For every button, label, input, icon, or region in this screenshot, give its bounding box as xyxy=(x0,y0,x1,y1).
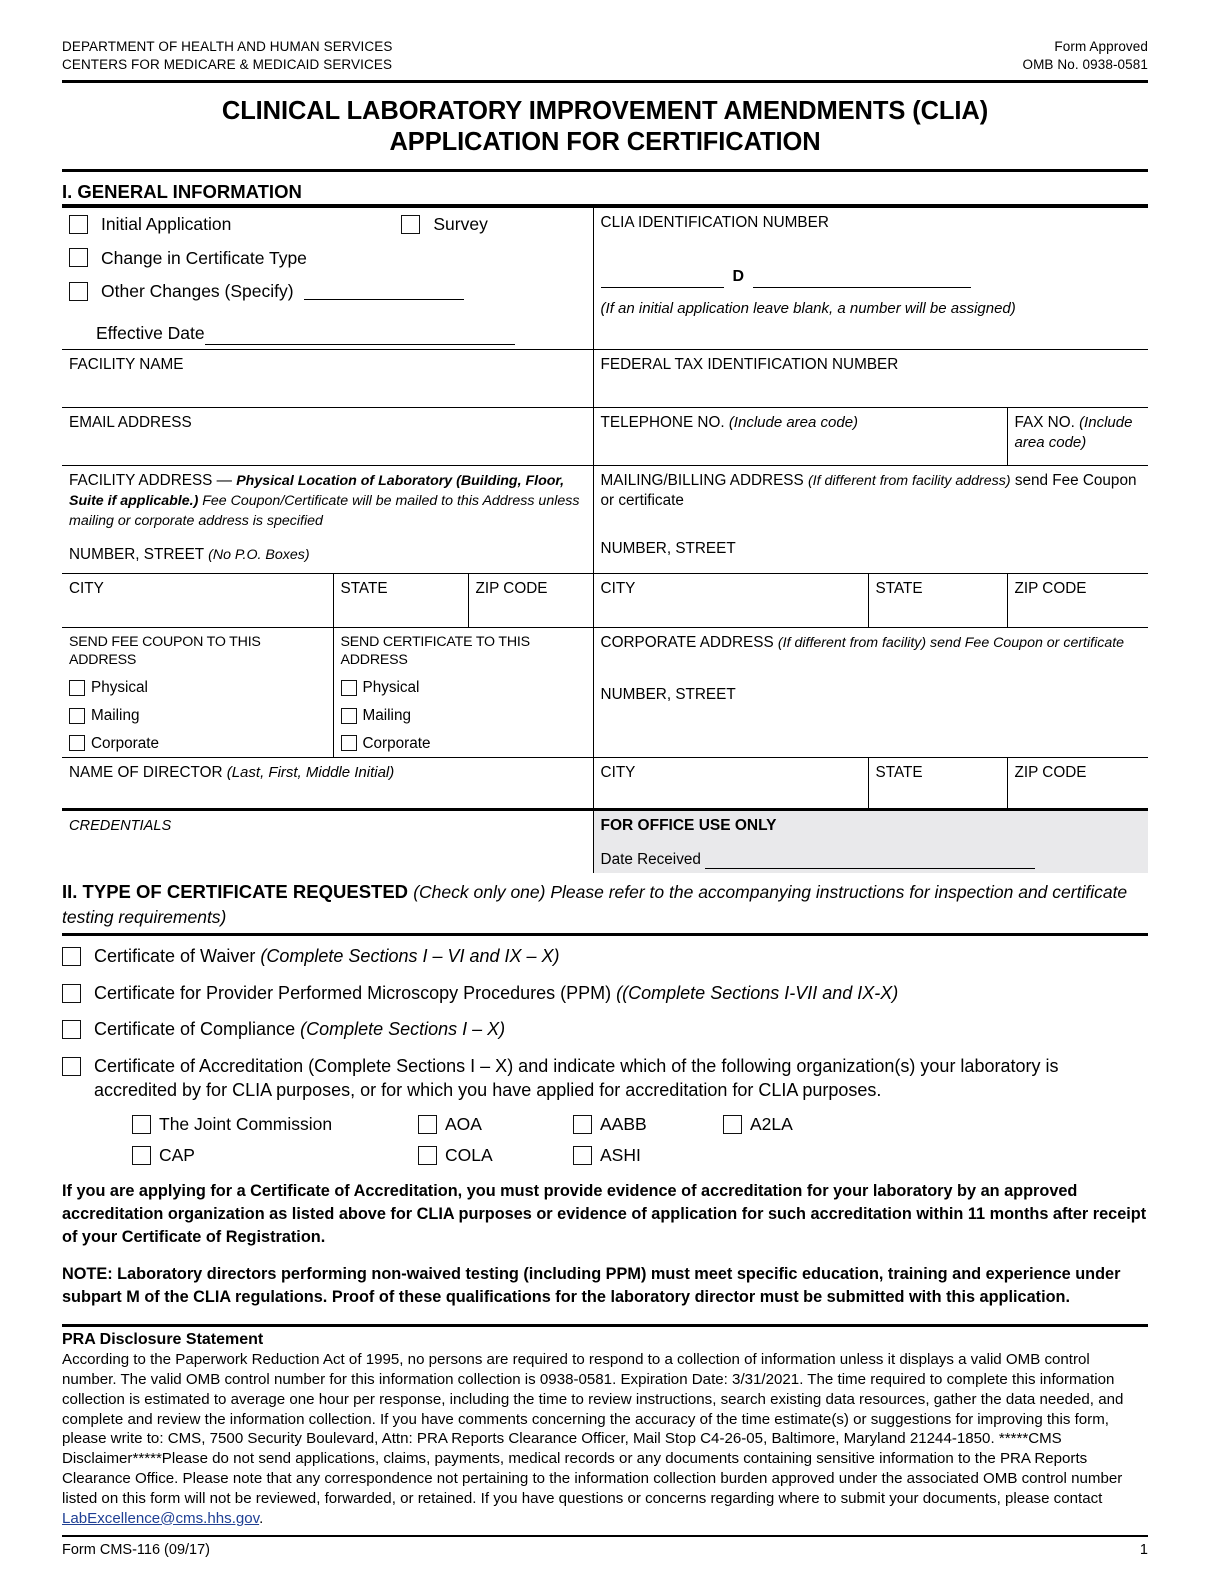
mailing-city-label: CITY xyxy=(600,579,636,597)
send-fee-coupon-corporate-row[interactable] xyxy=(69,734,331,754)
org-cap-checkbox[interactable] xyxy=(132,1146,151,1165)
form-id-label: Form CMS-116 (09/17) xyxy=(62,1542,210,1559)
facility-address-cell[interactable] xyxy=(62,465,593,573)
certificate-waiver-row[interactable] xyxy=(62,945,1148,969)
fax-note: (Include area code) xyxy=(1014,413,1133,451)
facility-address-description xyxy=(69,471,587,531)
header-divider xyxy=(62,80,1148,83)
send-fee-coupon-physical-label: Physical xyxy=(91,678,148,696)
title-divider xyxy=(62,169,1148,172)
clia-number-cell xyxy=(593,207,1148,349)
date-received-label: Date Received xyxy=(600,850,701,868)
title-line-2: APPLICATION FOR CERTIFICATION xyxy=(389,127,821,156)
application-type-row-1 xyxy=(69,213,587,236)
send-certificate-corporate-row[interactable] xyxy=(341,734,591,754)
form-approved-label: Form Approved xyxy=(1054,39,1148,54)
accreditation-organizations-row-1 xyxy=(132,1114,1148,1135)
fax-cell[interactable] xyxy=(1007,407,1148,465)
certificate-accreditation-label: Certificate of Accreditation (Complete Sections I – X) and indicate which of the following organization(s) your laboratory is accredited by for CLIA purposes, or for which you have applied for accreditation for CLIA purposes. xyxy=(94,1056,1059,1100)
table-row xyxy=(62,465,1148,573)
mailing-address-description xyxy=(601,471,1143,511)
date-received-group xyxy=(601,850,1143,870)
facility-number-street-group xyxy=(69,545,587,565)
date-received-input[interactable] xyxy=(705,854,1035,869)
section-two-heading-italic: (Check only one) Please refer to the accompanying instructions for inspection and certificate testing requirements) xyxy=(62,882,1128,928)
federal-tax-id-cell[interactable] xyxy=(593,349,1148,407)
section-two-heading xyxy=(62,880,1148,936)
pra-body xyxy=(62,1350,1148,1528)
table-row xyxy=(62,407,1148,465)
org-cap-label: CAP xyxy=(159,1144,195,1165)
org-aoa-checkbox[interactable] xyxy=(418,1115,437,1134)
note-text: Laboratory directors performing non-waived testing (including PPM) must meet specific education, training and experience under subpart M of the CLIA regulations. Proof of these qualifications for the laboratory director must be submitted with this application. xyxy=(62,1265,1121,1307)
mailing-city-cell[interactable] xyxy=(593,573,868,627)
corporate-city-label: CITY xyxy=(600,764,636,782)
send-fee-coupon-mailing-checkbox[interactable] xyxy=(69,708,85,724)
effective-date-label: Effective Date xyxy=(96,323,205,344)
agency-line-2: CENTERS FOR MEDICARE & MEDICAID SERVICES xyxy=(62,56,393,72)
facility-state-label: STATE xyxy=(340,579,388,597)
director-name-cell[interactable] xyxy=(62,758,593,810)
other-changes-checkbox[interactable] xyxy=(69,282,88,301)
federal-tax-id-label: FEDERAL TAX IDENTIFICATION NUMBER xyxy=(600,355,899,373)
org-cap[interactable] xyxy=(132,1145,418,1166)
director-name-note: (Last, First, Middle Initial) xyxy=(226,764,395,782)
send-certificate-mailing-checkbox[interactable] xyxy=(341,708,357,724)
telephone-cell[interactable] xyxy=(593,407,1007,465)
application-type-row-3 xyxy=(69,280,587,303)
omb-block xyxy=(1022,38,1148,74)
mailing-address-italic: (If different from facility address) xyxy=(807,472,1011,489)
page-footer xyxy=(62,1535,1148,1558)
corporate-zip-label: ZIP CODE xyxy=(1014,764,1087,782)
org-aabb[interactable] xyxy=(573,1114,723,1135)
org-aabb-label: AABB xyxy=(600,1113,647,1134)
note-label: NOTE: xyxy=(62,1265,113,1284)
effective-date-input[interactable] xyxy=(205,327,515,345)
corporate-address-cell[interactable] xyxy=(593,627,1148,758)
org-cola[interactable] xyxy=(418,1145,573,1166)
corporate-state-cell[interactable] xyxy=(868,758,1007,810)
section-two-heading-bold: II. TYPE OF CERTIFICATE REQUESTED xyxy=(62,881,414,903)
mailing-address-lead: MAILING/BILLING ADDRESS xyxy=(600,471,808,489)
director-qualification-note xyxy=(62,1263,1148,1309)
office-use-cell xyxy=(593,810,1148,874)
credentials-cell[interactable] xyxy=(62,810,593,874)
telephone-label: TELEPHONE NO. xyxy=(600,413,725,431)
facility-zip-cell[interactable] xyxy=(468,573,593,627)
facility-number-street-label: NUMBER, STREET xyxy=(69,546,204,564)
facility-zip-label: ZIP CODE xyxy=(475,579,548,597)
lab-excellence-email-link[interactable]: LabExcellence@cms.hhs.gov xyxy=(62,1509,260,1527)
corporate-city-cell[interactable] xyxy=(593,758,868,810)
org-cola-checkbox[interactable] xyxy=(418,1146,437,1165)
effective-date-group xyxy=(96,322,587,345)
certificate-ppm-text xyxy=(94,982,898,1006)
office-use-label: FOR OFFICE USE ONLY xyxy=(600,817,777,835)
certificate-accreditation-checkbox[interactable] xyxy=(62,1057,81,1076)
agency-line-1: DEPARTMENT OF HEALTH AND HUMAN SERVICES xyxy=(62,39,393,54)
send-certificate-physical-row[interactable] xyxy=(341,678,591,698)
facility-name-label: FACILITY NAME xyxy=(69,355,184,373)
mailing-number-street-label: NUMBER, STREET xyxy=(600,539,736,557)
certificate-ppm-checkbox[interactable] xyxy=(62,984,81,1003)
clia-number-input-group xyxy=(601,267,1143,288)
org-aabb-checkbox[interactable] xyxy=(573,1115,592,1134)
other-changes-input[interactable] xyxy=(304,283,464,300)
omb-number: OMB No. 0938-0581 xyxy=(1022,56,1148,72)
application-type-cell xyxy=(62,207,593,349)
pra-disclosure-section xyxy=(62,1324,1148,1528)
change-certificate-type-checkbox[interactable] xyxy=(69,248,88,267)
general-information-table xyxy=(62,207,1148,874)
send-certificate-corporate-label: Corporate xyxy=(362,734,431,752)
accreditation-organizations-row-2 xyxy=(132,1145,1148,1166)
clia-prefix-input[interactable] xyxy=(601,273,724,288)
mailing-address-tail: send Fee Coupon or certificate xyxy=(600,471,1137,509)
corporate-address-description xyxy=(601,633,1143,653)
credentials-label: CREDENTIALS xyxy=(69,818,172,835)
certificate-compliance-label: Certificate of Compliance xyxy=(94,1019,301,1040)
clia-number-label: CLIA IDENTIFICATION NUMBER xyxy=(600,213,829,231)
initial-application-checkbox[interactable] xyxy=(69,215,88,234)
certificate-compliance-row[interactable] xyxy=(62,1018,1148,1042)
certificate-ppm-label: Certificate for Provider Performed Microscopy Procedures (PPM) xyxy=(94,982,617,1003)
certificate-waiver-checkbox[interactable] xyxy=(62,947,81,966)
facility-city-cell[interactable] xyxy=(62,573,333,627)
change-certificate-type-label: Change in Certificate Type xyxy=(101,247,307,268)
clia-separator: D xyxy=(732,267,745,285)
pra-body-end: . xyxy=(259,1509,264,1527)
table-row xyxy=(62,627,1148,758)
table-row xyxy=(62,349,1148,407)
send-certificate-mailing-label: Mailing xyxy=(362,706,411,724)
org-joint-commission[interactable] xyxy=(132,1114,418,1135)
table-row xyxy=(62,810,1148,874)
send-fee-coupon-physical-row[interactable] xyxy=(69,678,331,698)
mailing-state-cell[interactable] xyxy=(868,573,1007,627)
table-row xyxy=(62,573,1148,627)
certificate-ppm-row[interactable] xyxy=(62,982,1148,1006)
certificate-compliance-text xyxy=(94,1018,505,1042)
facility-address-lead: FACILITY ADDRESS — xyxy=(69,471,237,489)
certificate-waiver-sections: (Complete Sections I – VI and IX – X) xyxy=(260,945,560,966)
director-name-label: NAME OF DIRECTOR xyxy=(69,764,223,782)
facility-number-street-note: (No P.O. Boxes) xyxy=(208,547,310,564)
send-certificate-physical-checkbox[interactable] xyxy=(341,680,357,696)
send-certificate-mailing-row[interactable] xyxy=(341,706,591,726)
org-aoa[interactable] xyxy=(418,1114,573,1135)
agency-block xyxy=(62,38,392,74)
accreditation-evidence-note: If you are applying for a Certificate of Accreditation, you must provide evidence of accreditation for your laboratory by an approved accreditation organization as listed above for CLIA purposes or evidence of application for such accreditation within 11 months after receipt of your Certificate of Registration. xyxy=(62,1181,1147,1246)
title-line-1: CLINICAL LABORATORY IMPROVEMENT AMENDMENTS (CLIA) xyxy=(221,96,989,125)
send-certificate-cell xyxy=(333,627,593,758)
email-address-label: EMAIL ADDRESS xyxy=(69,413,192,431)
facility-city-label: CITY xyxy=(69,579,104,597)
certificate-waiver-label: Certificate of Waiver xyxy=(94,945,261,966)
telephone-note: (Include area code) xyxy=(728,413,859,431)
org-joint-commission-checkbox[interactable] xyxy=(132,1115,151,1134)
send-certificate-physical-label: Physical xyxy=(362,678,420,696)
facility-address-tail: Fee Coupon/Certificate will be mailed to this Address unless mailing or corporate address is specified xyxy=(69,492,580,529)
certificate-type-list xyxy=(62,945,1148,1103)
send-fee-coupon-label: SEND FEE COUPON TO THIS ADDRESS xyxy=(69,633,261,669)
initial-application-label: Initial Application xyxy=(101,213,232,234)
clia-suffix-input[interactable] xyxy=(753,273,971,288)
send-fee-coupon-cell xyxy=(62,627,333,758)
pra-body-text: According to the Paperwork Reduction Act of 1995, no persons are required to respond to a collection of information unless it displays a valid OMB control number. The valid OMB control number for this information collection is 0938-0581. Expiration Date: 3/31/2021. The time required to complete this information collection is estimated to average one hour per response, including the time to review instructions, search existing data resources, gather the data needed, and complete and review the information collection. If you have comments concerning the accuracy of the time estimate(s) or suggestions for improving this form, please write to: CMS, 7500 Security Boulevard, Attn: PRA Reports Clearance Officer, Mail Stop C4-26-05, Baltimore, Maryland 21244-1850. *****CMS Disclaimer*****Please do not send applications, claims, payments, medical records or any documents containing sensitive information to the PRA Reports Clearance Office. Please note that any correspondence not pertaining to the information collection burden approved under the associated OMB control number listed on this form will not be reviewed, forwarded, or retained. If you have questions or concerns regarding where to submit your documents, please contact xyxy=(62,1351,1124,1507)
certificate-waiver-text xyxy=(94,945,560,969)
org-cola-label: COLA xyxy=(445,1144,493,1165)
other-changes-label: Other Changes (Specify) xyxy=(101,281,294,302)
send-fee-coupon-mailing-row[interactable] xyxy=(69,706,331,726)
org-ashi-checkbox[interactable] xyxy=(573,1146,592,1165)
page-number-label: 1 xyxy=(1139,1542,1148,1559)
certificate-accreditation-row[interactable] xyxy=(62,1055,1148,1103)
page-title xyxy=(62,96,1148,158)
send-certificate-corporate-checkbox[interactable] xyxy=(341,735,357,751)
org-a2la-label: A2LA xyxy=(750,1113,793,1134)
send-fee-coupon-corporate-checkbox[interactable] xyxy=(69,735,85,751)
facility-address-emphasis: Physical Location of Laboratory (Building, Floor, Suite if applicable.) xyxy=(69,472,565,509)
org-aoa-label: AOA xyxy=(445,1113,482,1134)
send-certificate-label: SEND CERTIFICATE TO THIS ADDRESS xyxy=(340,633,530,669)
application-type-row-2 xyxy=(69,247,587,270)
org-ashi[interactable] xyxy=(573,1145,723,1166)
survey-label: Survey xyxy=(433,213,488,234)
mailing-address-cell[interactable] xyxy=(593,465,1148,573)
mailing-state-label: STATE xyxy=(875,579,923,597)
certificate-compliance-checkbox[interactable] xyxy=(62,1020,81,1039)
facility-name-cell[interactable] xyxy=(62,349,593,407)
org-a2la[interactable] xyxy=(723,1114,793,1135)
corporate-zip-cell[interactable] xyxy=(1007,758,1148,810)
org-ashi-label: ASHI xyxy=(600,1144,641,1165)
send-fee-coupon-corporate-label: Corporate xyxy=(91,734,160,752)
facility-state-cell[interactable] xyxy=(333,573,468,627)
fax-label: FAX NO. xyxy=(1014,413,1075,431)
corporate-number-street-label: NUMBER, STREET xyxy=(600,685,736,703)
send-fee-coupon-mailing-label: Mailing xyxy=(91,706,140,724)
corporate-address-italic: (If different from facility) send Fee Coupon or certificate xyxy=(777,634,1125,651)
table-row xyxy=(62,207,1148,349)
corporate-address-lead: CORPORATE ADDRESS xyxy=(600,633,778,651)
pra-title: PRA Disclosure Statement xyxy=(62,1331,264,1349)
org-a2la-checkbox[interactable] xyxy=(723,1115,742,1134)
certificate-ppm-sections: ((Complete Sections I-VII and IX-X) xyxy=(616,982,899,1003)
mailing-zip-label: ZIP CODE xyxy=(1014,579,1087,597)
table-row xyxy=(62,758,1148,810)
org-joint-commission-label: The Joint Commission xyxy=(159,1113,333,1134)
section-one-heading: I. GENERAL INFORMATION xyxy=(62,181,1148,207)
survey-checkbox[interactable] xyxy=(401,215,420,234)
corporate-state-label: STATE xyxy=(875,764,923,782)
email-address-cell[interactable] xyxy=(62,407,593,465)
clia-number-note: (If an initial application leave blank, a number will be assigned) xyxy=(600,299,1016,317)
page-header xyxy=(62,0,1148,74)
mailing-zip-cell[interactable] xyxy=(1007,573,1148,627)
send-fee-coupon-physical-checkbox[interactable] xyxy=(69,680,85,696)
certificate-compliance-sections: (Complete Sections I – X) xyxy=(300,1019,506,1040)
